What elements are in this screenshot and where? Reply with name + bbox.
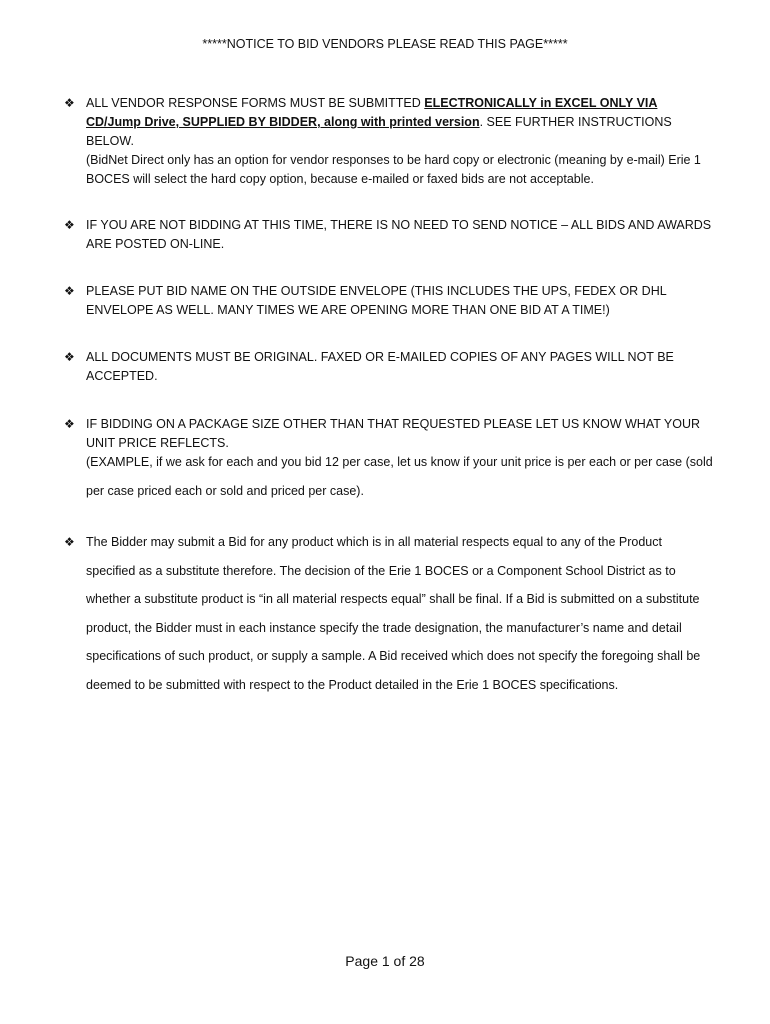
notice-item-original-documents [64,348,714,386]
diamond-bullet-icon: ❖ [64,350,75,364]
notice-text: ALL DOCUMENTS MUST BE ORIGINAL. FAXED OR E-MAILED COPIES OF ANY PAGES WILL NOT BE ACCEPTED. [86,350,674,383]
page-title: *****NOTICE TO BID VENDORS PLEASE READ THIS PAGE***** [202,37,568,51]
notice-text: The Bidder may submit a Bid for any product which is in all material respects equal to any of the Product specified as a substitute therefore. The decision of the Erie 1 BOCES or a Component School District as to whether a substitute product is “in all material respects equal” shall be final. If a Bid is submitted on a substitute product, the Bidder must in each instance specify the trade designation, the manufacturer’s name and detail specifications of such product, or supply a sample. A Bid received which does not specify the foregoing shall be deemed to be submitted with respect to the Product detailed in the Erie 1 BOCES specifications. [86,535,701,692]
page-number: Page 1 of 28 [345,953,425,969]
notice-text-part: IF BIDDING ON A PACKAGE SIZE OTHER THAN THAT REQUESTED PLEASE LET US KNOW WHAT YOUR UNIT PRICE REFLECTS. [86,417,701,450]
diamond-bullet-icon: ❖ [64,417,75,431]
notice-emphasis: ELECTRONICALLY in EXCEL ONLY VIA CD/Jump Drive, SUPPLIED BY BIDDER, along with printed version [86,96,658,129]
notice-example: (EXAMPLE, if we ask for each and you bid 12 per case, let us know if your unit price is per each or per case (sold per case priced each or sold and priced per case). [86,455,713,498]
notice-item-envelope [64,282,714,320]
diamond-bullet-icon: ❖ [64,535,75,549]
notice-text-part: . SEE FURTHER INSTRUCTIONS BELOW. [86,115,672,148]
diamond-bullet-icon: ❖ [64,218,75,232]
notice-text [86,415,714,505]
notice-text-part: (BidNet Direct only has an option for vendor responses to be hard copy or electronic (meaning by e-mail) Erie 1 BOCES will select the hard copy option, because e-mailed or faxed bids are not acceptable. [86,153,701,186]
notice-item-substitute-product [64,533,714,699]
notice-text-part: ALL VENDOR RESPONSE FORMS MUST BE SUBMITTED [86,96,425,110]
diamond-bullet-icon: ❖ [64,284,75,298]
notice-item-not-bidding [64,216,714,254]
notice-item-electronic-submission [64,94,714,189]
notice-item-package-size [64,415,714,505]
notice-text [86,94,714,189]
notice-text: IF YOU ARE NOT BIDDING AT THIS TIME, THERE IS NO NEED TO SEND NOTICE – ALL BIDS AND AWARDS ARE POSTED ON-LINE. [86,218,712,251]
notice-text: PLEASE PUT BID NAME ON THE OUTSIDE ENVELOPE (THIS INCLUDES THE UPS, FEDEX OR DHL ENVELOPE AS WELL. MANY TIMES WE ARE OPENING MORE THAN ONE BID AT A TIME!) [86,284,667,317]
diamond-bullet-icon: ❖ [64,96,75,110]
